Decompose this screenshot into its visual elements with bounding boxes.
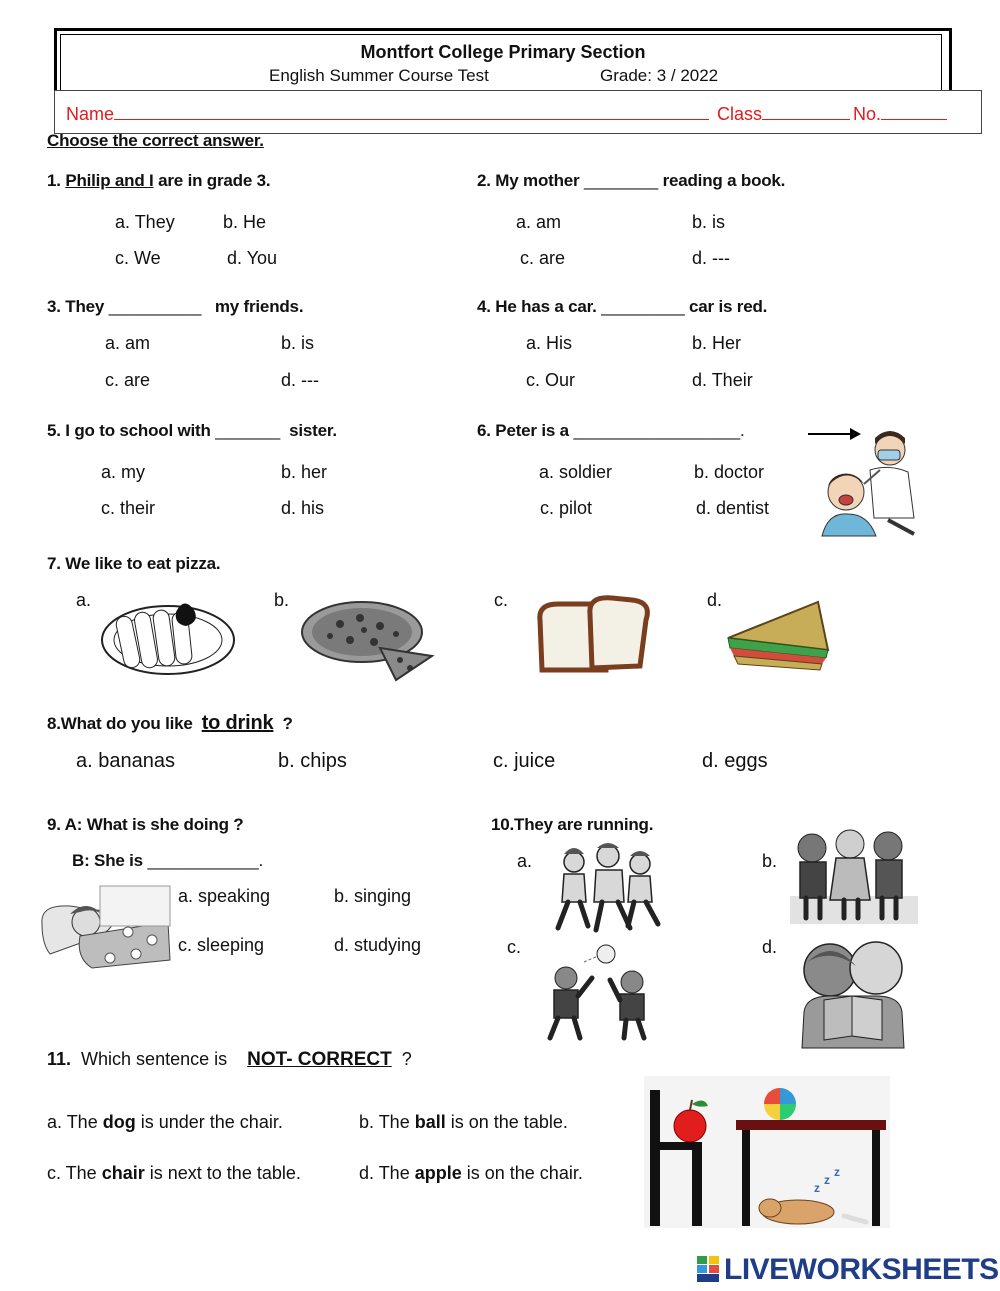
name-line[interactable] (114, 119, 709, 120)
q4-blank[interactable]: _________ (601, 297, 685, 316)
q11-option-a-post: is under the chair. (140, 1112, 283, 1132)
question-7: 7. We like to eat pizza. (47, 554, 221, 573)
q11-option-b[interactable] (359, 1112, 568, 1133)
q11-text: Which sentence is (81, 1049, 228, 1069)
q9-option-a[interactable]: a. speaking (178, 886, 271, 906)
q4-option-d[interactable]: d. Their (692, 370, 753, 390)
pizza-image[interactable] (300, 596, 440, 682)
q11-option-b-key: ball (414, 1112, 446, 1132)
chair-table-scene-image (644, 1076, 890, 1228)
q6-text: 6. Peter is a (477, 421, 569, 440)
q5-option-b[interactable]: b. her (281, 462, 328, 482)
q11-option-b-pre: b. The (359, 1112, 410, 1132)
number-line[interactable] (881, 119, 947, 120)
class-field[interactable] (717, 104, 850, 125)
q11-option-c[interactable] (47, 1163, 301, 1184)
name-label: Name (66, 104, 115, 124)
q11-option-d-pre: d. The (359, 1163, 410, 1183)
q5-option-c[interactable]: c. their (101, 498, 156, 518)
instruction: Choose the correct answer. (47, 131, 264, 150)
q11-option-d-post: is on the chair. (466, 1163, 583, 1183)
q11-text-end: ? (401, 1049, 412, 1069)
q6-option-d[interactable]: d. dentist (696, 498, 770, 518)
q5-blank[interactable]: _______ (215, 421, 281, 440)
question-10: 10.They are running. (491, 815, 654, 834)
q2-option-d[interactable]: d. --- (692, 248, 730, 268)
q1-number: 1. (47, 171, 61, 190)
question-5 (47, 421, 337, 441)
q7-option-a[interactable]: a. (76, 590, 92, 610)
q11-option-d[interactable] (359, 1163, 583, 1184)
q11-option-a[interactable] (47, 1112, 283, 1133)
name-field[interactable] (66, 104, 709, 125)
q11-option-c-post: is next to the table. (149, 1163, 301, 1183)
standing-kids-image[interactable] (790, 826, 918, 924)
grade-label: Grade: 3 / 2022 (600, 66, 719, 85)
dentist-image (818, 426, 918, 538)
q11-option-c-pre: c. The (47, 1163, 97, 1183)
reading-kids-image[interactable] (794, 940, 912, 1052)
svg-text:z: z (834, 1165, 840, 1179)
q7-option-d[interactable]: d. (707, 590, 723, 610)
question-6 (477, 421, 745, 441)
q6-option-a[interactable]: a. soldier (539, 462, 613, 482)
q8-text: 8.What do you like (47, 714, 193, 733)
q5-text: 5. I go to school with (47, 421, 211, 440)
brand-name[interactable]: LIVEWORKSHEETS (724, 1253, 999, 1286)
q4-option-c[interactable]: c. Our (526, 370, 576, 390)
q10-option-a[interactable]: a. (517, 851, 533, 871)
q1-subject: Philip and I (65, 171, 154, 190)
number-label: No. (853, 104, 882, 124)
q2-option-a[interactable]: a. am (516, 212, 562, 232)
q6-option-b[interactable]: b. doctor (694, 462, 765, 482)
q7-option-c[interactable]: c. (494, 590, 509, 610)
course-title: English Summer Course Test (269, 66, 489, 85)
q11-option-d-key: apple (414, 1163, 462, 1183)
q4-option-a[interactable]: a. His (526, 333, 573, 353)
q3-text: 3. They (47, 297, 105, 316)
sandwich-image[interactable] (722, 598, 834, 672)
q11-option-a-key: dog (102, 1112, 136, 1132)
q3-option-b[interactable]: b. is (281, 333, 315, 353)
q6-option-c[interactable]: c. pilot (540, 498, 593, 518)
ball-playing-kids-image[interactable] (540, 942, 660, 1042)
q9-option-b[interactable]: b. singing (334, 886, 412, 906)
q2-text: 2. My mother (477, 171, 580, 190)
q8-option-c[interactable]: c. juice (493, 750, 556, 772)
q9-line-2 (72, 851, 263, 871)
q10-option-d[interactable]: d. (762, 937, 778, 957)
q5-option-a[interactable]: a. my (101, 462, 146, 482)
q9-blank[interactable]: ____________. (147, 851, 264, 870)
number-field[interactable] (853, 104, 947, 125)
q8-option-d[interactable]: d. eggs (702, 750, 768, 772)
q11-emphasis: NOT- CORRECT (247, 1049, 392, 1070)
school-title: Montfort College Primary Section (360, 42, 646, 62)
q10-option-b[interactable]: b. (762, 851, 778, 871)
q8-option-a[interactable]: a. bananas (76, 750, 175, 772)
q2-text-end: reading a book. (662, 171, 786, 190)
q3-option-a[interactable]: a. am (105, 333, 151, 353)
q11-option-c-key: chair (101, 1163, 145, 1183)
q9-option-d[interactable]: d. studying (334, 935, 422, 955)
sleeping-girl-image (40, 884, 172, 972)
question-8 (47, 712, 293, 735)
question-3 (47, 297, 303, 317)
q8-option-b[interactable]: b. chips (278, 750, 347, 772)
q1-option-a[interactable]: a. They (115, 212, 175, 232)
q7-option-b[interactable]: b. (274, 590, 290, 610)
q5-option-d[interactable]: d. his (281, 498, 325, 518)
q4-text: 4. He has a car. (477, 297, 597, 316)
q9-text: B: She is (72, 851, 143, 870)
q1-text: are in grade 3. (158, 171, 271, 190)
running-kids-image[interactable] (544, 840, 670, 936)
q3-blank[interactable]: __________ (108, 297, 202, 316)
bread-image[interactable] (532, 594, 652, 674)
q5-text-end: sister. (289, 421, 337, 440)
svg-text:z: z (824, 1173, 830, 1187)
q11-number: 11. (47, 1049, 72, 1069)
q9-option-c[interactable]: c. sleeping (178, 935, 265, 955)
q2-option-b[interactable]: b. is (692, 212, 726, 232)
question-11 (47, 1049, 412, 1071)
q3-text-end: my friends. (214, 297, 304, 316)
question-4 (477, 297, 767, 317)
q8-emphasis: to drink (201, 712, 274, 734)
q4-option-b[interactable]: b. Her (692, 333, 742, 353)
question-9: 9. A: What is she doing ? (47, 815, 244, 834)
class-line[interactable] (762, 119, 850, 120)
class-label: Class (717, 104, 763, 124)
sausage-plate-image[interactable] (98, 598, 238, 678)
q3-option-c[interactable]: c. are (105, 370, 151, 390)
q2-blank[interactable]: ________ (584, 171, 659, 190)
q4-text-end: car is red. (689, 297, 768, 316)
q10-option-c[interactable]: c. (507, 937, 522, 957)
q1-option-d[interactable]: d. You (227, 248, 278, 268)
question-1 (47, 171, 270, 191)
svg-text:z: z (814, 1181, 820, 1195)
q1-option-c[interactable]: c. We (115, 248, 161, 268)
question-2 (477, 171, 785, 191)
q1-option-b[interactable]: b. He (223, 212, 267, 232)
q3-option-d[interactable]: d. --- (281, 370, 319, 390)
q2-option-c[interactable]: c. are (520, 248, 566, 268)
q11-option-b-post: is on the table. (450, 1112, 568, 1132)
q8-text-end: ? (282, 714, 293, 733)
q11-option-a-pre: a. The (47, 1112, 98, 1132)
q6-blank[interactable]: __________________. (573, 421, 745, 440)
liveworksheets-logo-icon (697, 1256, 721, 1282)
